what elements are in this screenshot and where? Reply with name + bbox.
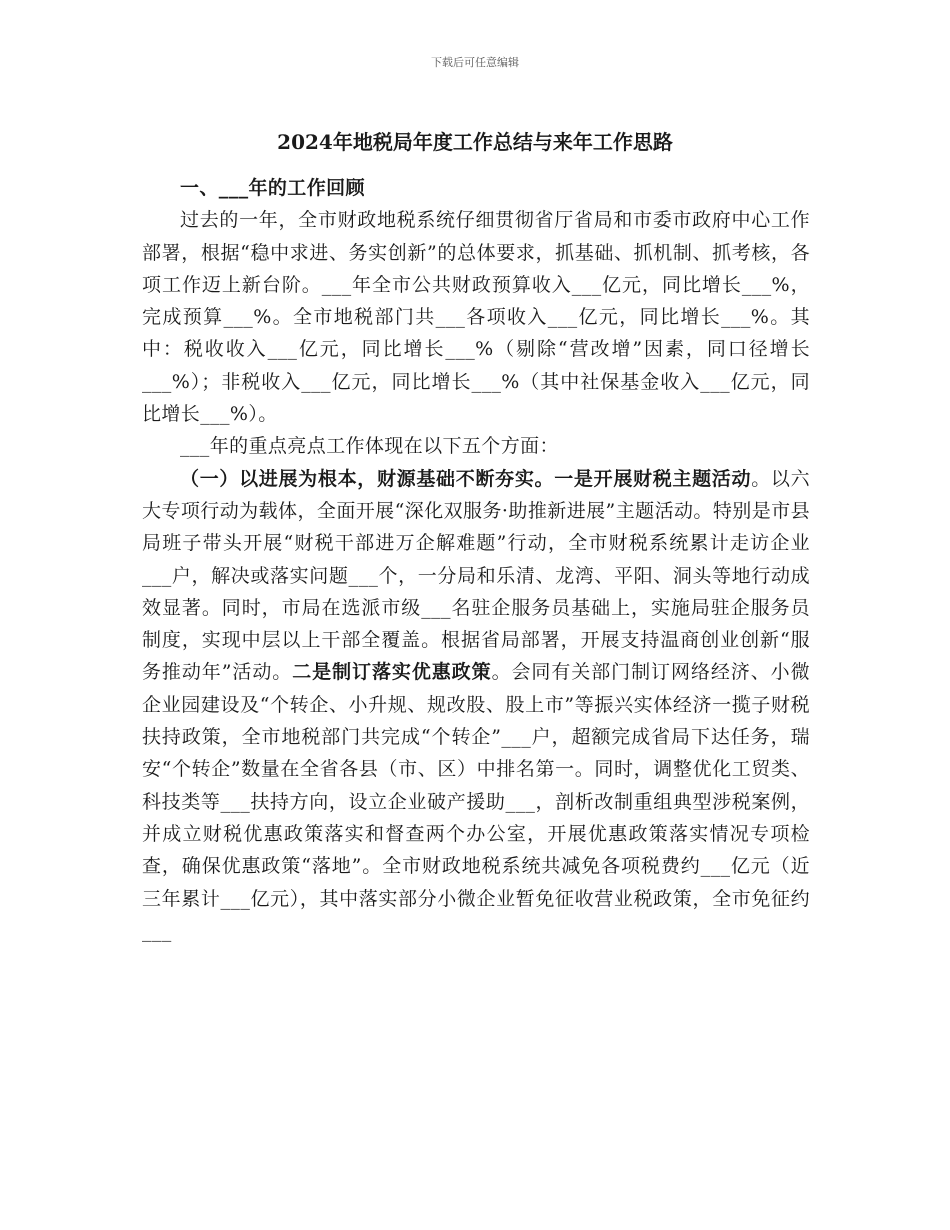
point-heading: 二是制订落实优惠政策 bbox=[292, 661, 492, 684]
paragraph-review: 过去的一年，全市财政地税系统仔细贯彻省厅省局和市委市政府中心工作部署，根据“稳中求进、务实创新”的总体要求，抓基础、抓机制、抓考核，各项工作迈上新台阶。___年全市公共财政预算收入___亿元，同比增长___%，完成预算___%。全市地税部门共___各项收入___亿元，同比增长___%。其中：税收收入___亿元，同比增长___%（剔除“营改增”因素，同口径增长___%）；非税收入___亿元，同比增长___%（其中社保基金收入___亿元，同比增长___%）。 bbox=[142, 209, 810, 426]
paragraph-text: 。会同有关部门制订网络经济、小微企业园建设及“个转企、小升规、规改股、股上市”等振兴实体经济一揽子财税扶持政策，全市地税部门共完成“个转企”___户，超额完成省局下达任务，瑞安“个转企”数量在全省各县（市、区）中排名第一。同时，调整优化工贸类、科技类等___扶持方向，设立企业破产援助___，剖析改制重组典型涉税案例，并成立财税优惠政策落实和督查两个办公室，开展优惠政策落实情况专项检查，确保优惠政策“落地”。全市财政地税系统共减免各项税费约___亿元（近三年累计___亿元），其中落实部分小微企业暂免征收营业税政策，全市免征约___ bbox=[142, 661, 810, 942]
document-body bbox=[142, 172, 810, 947]
document-title: 2024年地税局年度工作总结与来年工作思路 bbox=[277, 130, 673, 154]
paragraph-highlights-intro: ___年的重点亮点工作体现在以下五个方面： bbox=[180, 435, 559, 458]
section-heading: 一、___年的工作回顾 bbox=[180, 177, 365, 199]
paragraph-text: 。以六大专项行动为载体，全面开展“深化双服务·助推新进展”主题活动。特别是市县局班子带头开展“财税干部进万企解难题”行动，全市财税系统累计走访企业___户，解决或落实问题___个，一分局和乐清、龙湾、平阳、洞头等地行动成效显著。同时，市局在选派市级___名驻企服务员基础上，实施局驻企服务员制度，实现中层以上干部全覆盖。根据省局部署，开展支持温商创业创新“服务推动年”活动。 bbox=[142, 467, 810, 684]
header-note: 下载后可任意编辑 bbox=[431, 56, 519, 69]
paragraph-section-one bbox=[142, 463, 810, 947]
subsection-heading: （一）以进展为根本，财源基础不断夯实。一是开展财税主题活动 bbox=[180, 467, 752, 490]
